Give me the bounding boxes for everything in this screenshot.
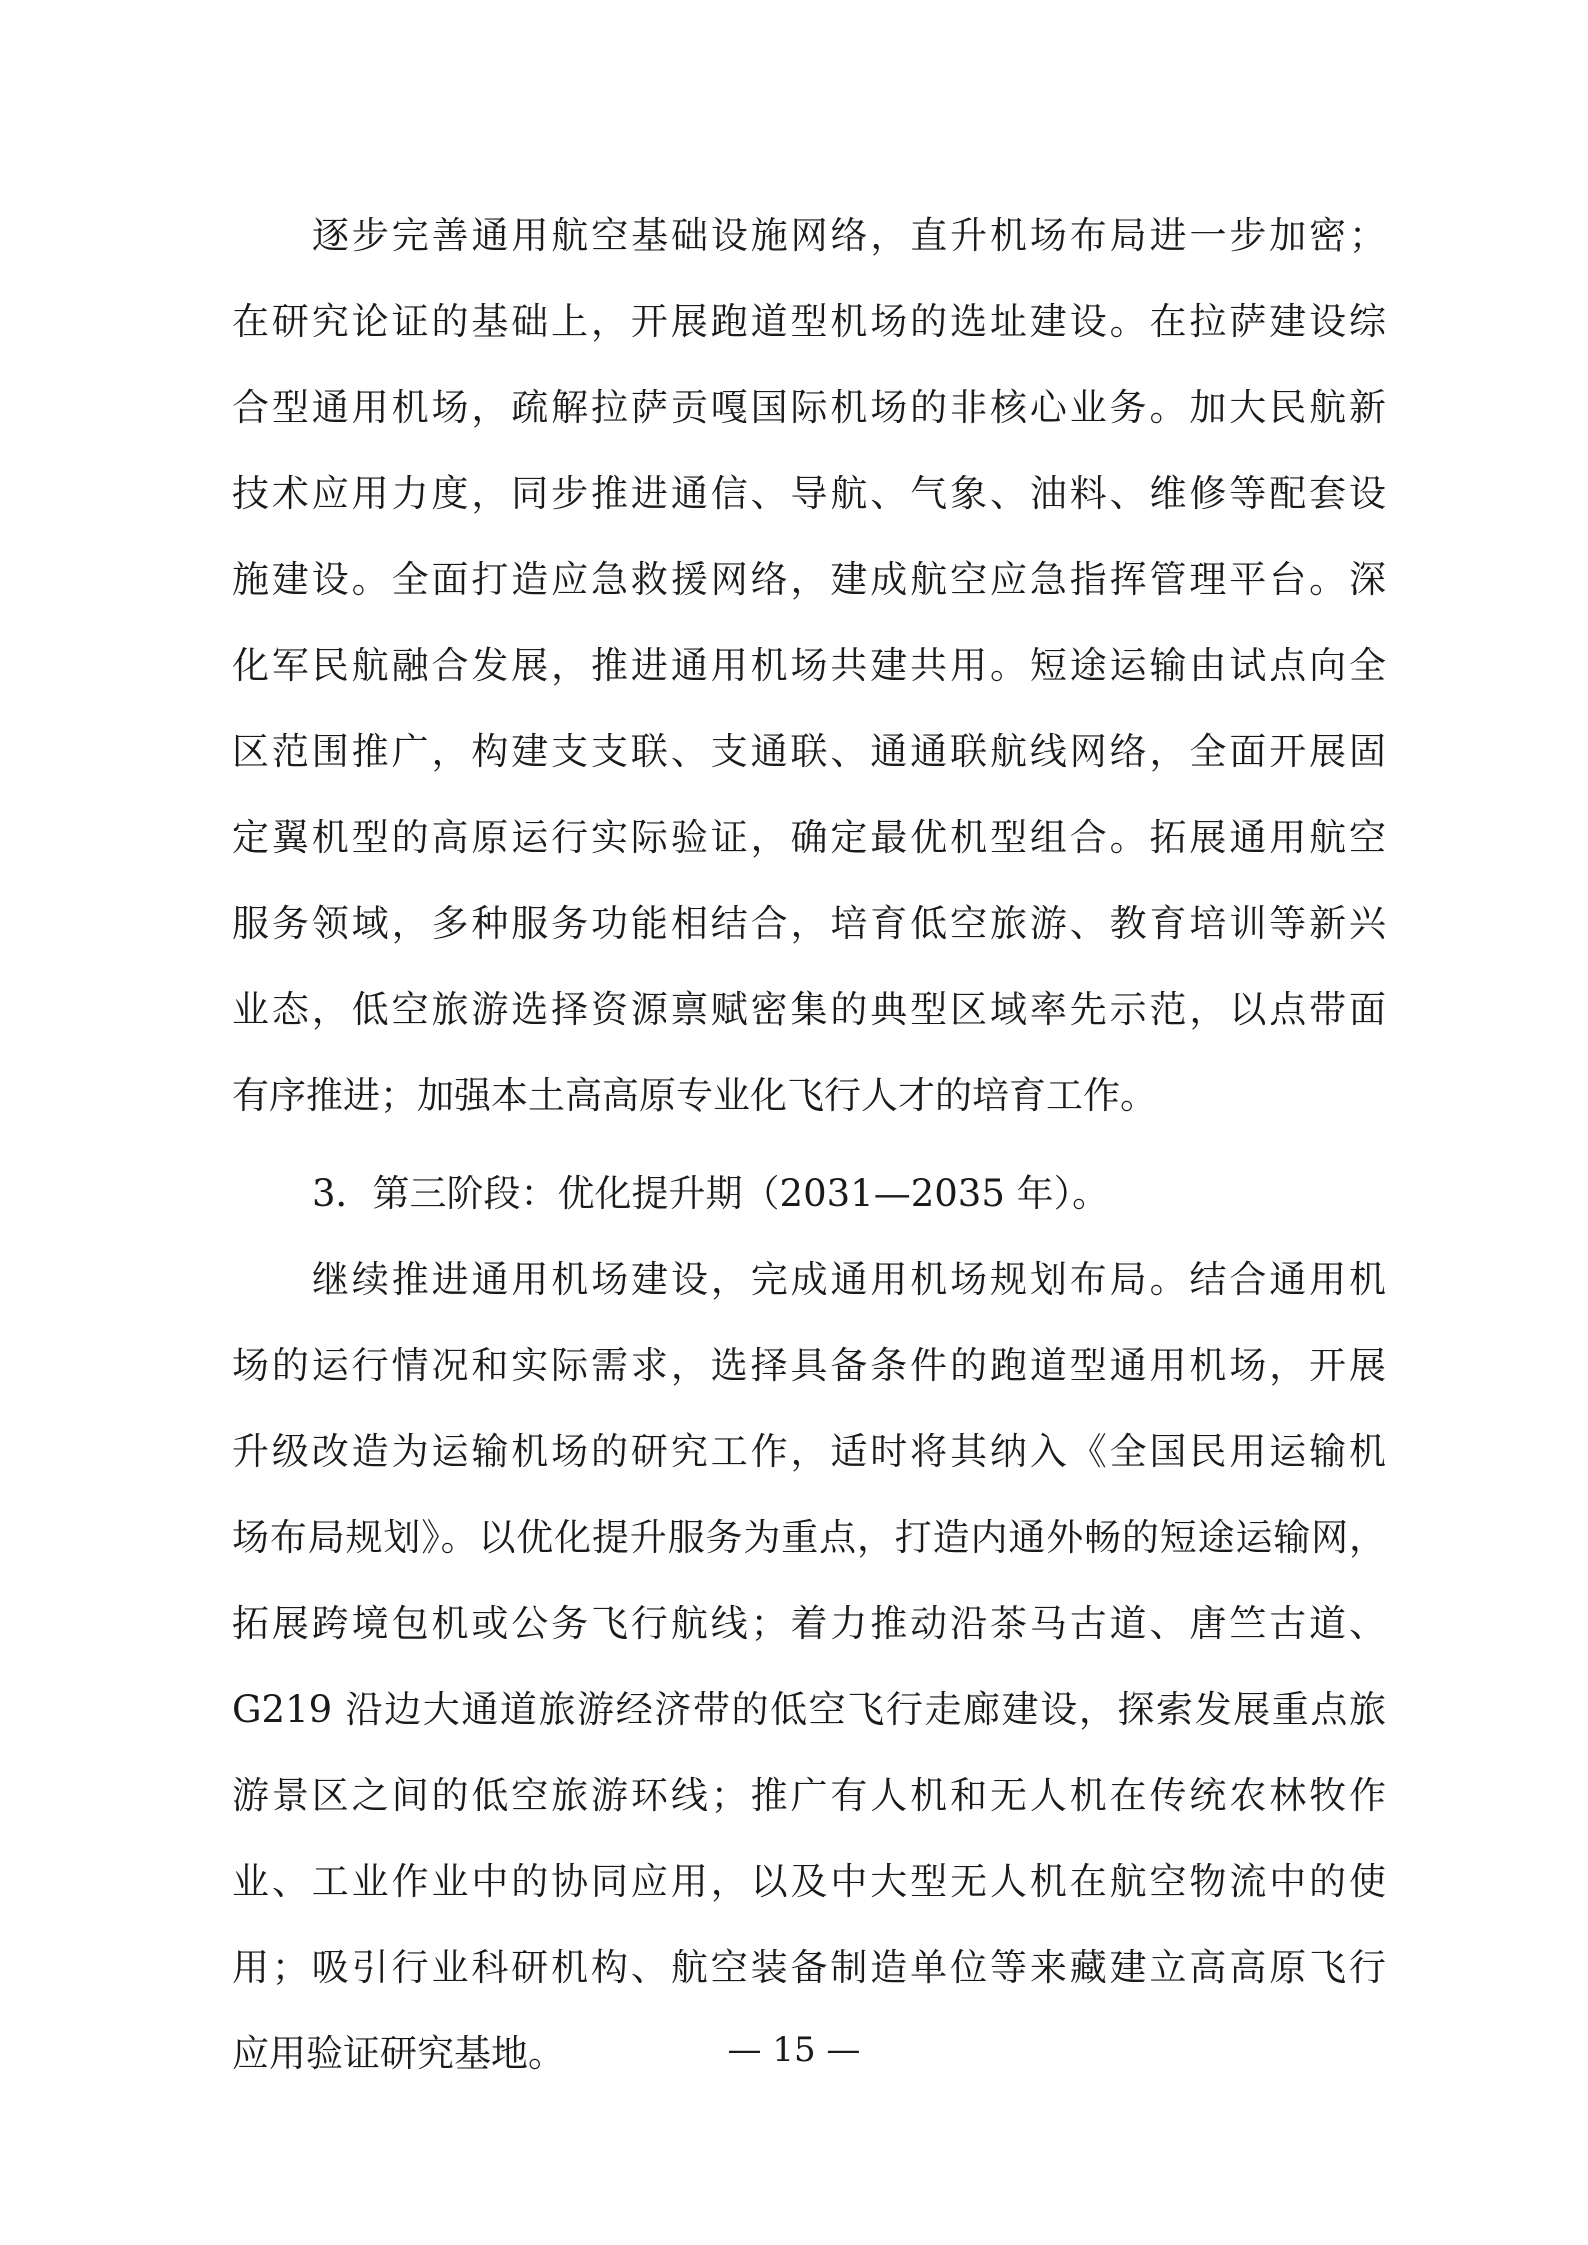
paragraph-1 [232,193,1386,1139]
paragraph-line: 定翼机型的高原运行实际验证，确定最优机型组合。拓展通用航空 [232,816,1386,859]
section-heading-phase-3: 3．第三阶段：优化提升期（2031—2035 年）。 [312,1172,1110,1215]
paragraph-line: 施建设。全面打造应急救援网络，建成航空应急指挥管理平台。深 [232,558,1386,601]
paragraph-line: 游景区之间的低空旅游环线；推广有人机和无人机在传统农林牧作 [232,1774,1386,1817]
paragraph-line: 逐步完善通用航空基础设施网络，直升机场布局进一步加密； [312,214,1386,257]
paragraph-line: 区范围推广，构建支支联、支通联、通通联航线网络，全面开展固 [232,730,1386,773]
paragraph-line: 化军民航融合发展，推进通用机场共建共用。短途运输由试点向全 [232,644,1386,687]
paragraph-line: 用；吸引行业科研机构、航空装备制造单位等来藏建立高高原飞行 [232,1946,1386,1989]
paragraph-line: 服务领域，多种服务功能相结合，培育低空旅游、教育培训等新兴 [232,902,1386,945]
paragraph-line: 有序推进；加强本土高高原专业化飞行人才的培育工作。 [232,1074,1157,1117]
paragraph-line: G219 沿边大通道旅游经济带的低空飞行走廊建设，探索发展重点旅 [232,1688,1386,1731]
paragraph-line: 升级改造为运输机场的研究工作，适时将其纳入《全国民用运输机 [232,1430,1386,1473]
paragraph-line: 业态，低空旅游选择资源禀赋密集的典型区域率先示范，以点带面 [232,988,1386,1031]
paragraph-line: 继续推进通用机场建设，完成通用机场规划布局。结合通用机 [312,1258,1386,1301]
paragraph-line: 技术应用力度，同步推进通信、导航、气象、油料、维修等配套设 [232,472,1386,515]
paragraph-2 [232,1237,1386,2097]
page-number: — 15 — [727,2030,861,2070]
paragraph-line: 业、工业作业中的协同应用，以及中大型无人机在航空物流中的使 [232,1860,1386,1903]
paragraph-line: 合型通用机场，疏解拉萨贡嘎国际机场的非核心业务。加大民航新 [232,386,1386,429]
paragraph-line: 在研究论证的基础上，开展跑道型机场的选址建设。在拉萨建设综 [232,300,1386,343]
paragraph-line: 拓展跨境包机或公务飞行航线；着力推动沿茶马古道、唐竺古道、 [232,1602,1386,1645]
paragraph-line: 场布局规划》。以优化提升服务为重点，打造内通外畅的短途运输网， [232,1516,1386,1559]
paragraph-line: 应用验证研究基地。 [232,2032,565,2075]
paragraph-line: 场的运行情况和实际需求，选择具备条件的跑道型通用机场，开展 [232,1344,1386,1387]
